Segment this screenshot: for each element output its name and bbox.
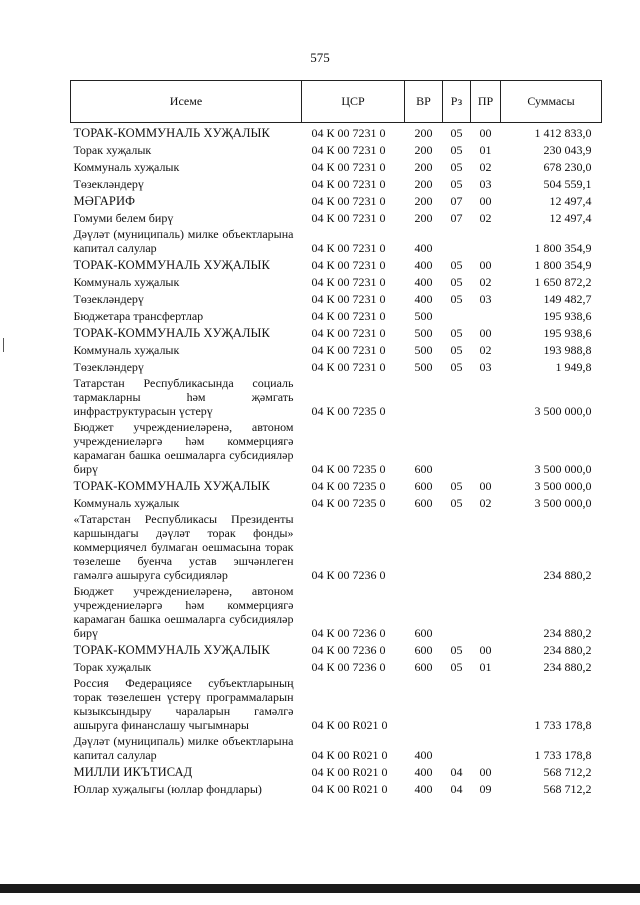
cell-name: МИЛЛИ ИКЪТИСАД [73, 765, 193, 779]
cell-vr: 400 [414, 765, 433, 779]
cell-name: Дәүләт (муниципаль) милке объектларына капитал салулар [73, 227, 294, 255]
cell-vr [405, 674, 443, 732]
cell-vr: 600 [414, 660, 433, 674]
cell-name: Төзекләндерү [73, 360, 144, 374]
cell-sum: 1 412 833,0 [534, 126, 592, 140]
cell-name: Дәүләт (муниципаль) милке объектларына капитал салулар [73, 734, 294, 762]
cell-csr: 04 К 00 7236 0 [311, 643, 386, 657]
cell-pr: 00 [479, 765, 492, 779]
cell-vr: 500 [414, 343, 433, 357]
cell-sum: 1 800 354,9 [534, 258, 592, 272]
cell-sum: 195 938,6 [543, 326, 592, 340]
cell-rz: 07 [450, 211, 463, 225]
cell-vr: 400 [414, 748, 433, 762]
cell-vr: 600 [414, 626, 433, 640]
cell-sum: 149 482,7 [543, 292, 592, 306]
cell-vr: 200 [414, 126, 433, 140]
cell-csr: 04 К 00 R021 0 [311, 748, 388, 762]
cell-name: Коммуналь хуҗалык [73, 496, 180, 510]
cell-name: Бюджетара трансфертлар [73, 309, 204, 323]
cell-sum: 3 500 000,0 [534, 496, 592, 510]
table-row [71, 418, 602, 476]
cell-csr: 04 К 00 7235 0 [311, 462, 386, 476]
cell-rz: 05 [450, 479, 463, 493]
cell-name: Юллар хуҗалыгы (юллар фондлары) [73, 782, 262, 796]
cell-sum: 234 880,2 [543, 568, 592, 582]
table-row [71, 123, 602, 141]
cell-rz: 05 [450, 660, 463, 674]
cell-vr [405, 374, 443, 418]
cell-csr: 04 К 00 7231 0 [311, 343, 386, 357]
cell-vr: 400 [414, 292, 433, 306]
cell-pr [471, 306, 501, 323]
cell-csr: 04 К 00 7236 0 [311, 626, 386, 640]
cell-sum: 12 497,4 [549, 194, 592, 208]
table-row [71, 779, 602, 796]
table-row [71, 640, 602, 657]
cell-name: МӘГАРИФ [73, 194, 136, 208]
cell-vr: 400 [414, 241, 433, 255]
cell-csr: 04 К 00 R021 0 [311, 782, 388, 796]
cell-csr: 04 К 00 7231 0 [311, 241, 386, 255]
cell-vr: 400 [414, 275, 433, 289]
cell-rz: 05 [450, 343, 463, 357]
header-rz: Рз [443, 81, 471, 123]
cell-name: Коммуналь хуҗалык [73, 343, 180, 357]
cell-name: ТОРАК-КОММУНАЛЬ ХУҖАЛЫК [73, 326, 270, 340]
cell-sum: 234 880,2 [543, 660, 592, 674]
cell-pr [471, 418, 501, 476]
table-row [71, 225, 602, 255]
cell-vr: 500 [414, 326, 433, 340]
cell-sum: 1 650 872,2 [534, 275, 592, 289]
cell-name: ТОРАК-КОММУНАЛЬ ХУҖАЛЫК [73, 479, 270, 493]
cell-pr: 01 [479, 660, 492, 674]
cell-sum: 1 949,8 [555, 360, 592, 374]
cell-rz: 05 [450, 177, 463, 191]
cell-vr: 200 [414, 160, 433, 174]
table-row [71, 174, 602, 191]
table-row [71, 340, 602, 357]
cell-csr: 04 К 00 7231 0 [311, 177, 386, 191]
cell-csr: 04 К 00 7235 0 [311, 496, 386, 510]
table-header [71, 81, 602, 123]
cell-rz: 05 [450, 275, 463, 289]
table-row [71, 732, 602, 762]
cell-sum: 193 988,8 [543, 343, 592, 357]
cell-sum: 504 559,1 [543, 177, 592, 191]
cell-pr: 01 [479, 143, 492, 157]
cell-vr: 200 [414, 177, 433, 191]
cell-name: Торак хуҗалык [73, 143, 152, 157]
cell-pr: 02 [479, 160, 492, 174]
cell-csr: 04 К 00 7231 0 [311, 326, 386, 340]
cell-pr: 00 [479, 643, 492, 657]
cell-name: Гомуми белем бирү [73, 211, 174, 225]
table-row [71, 289, 602, 306]
cell-name: ТОРАК-КОММУНАЛЬ ХУҖАЛЫК [73, 126, 270, 140]
table-row [71, 657, 602, 674]
header-csr: ЦСР [302, 81, 405, 123]
cell-vr: 500 [414, 309, 433, 323]
cell-pr [471, 374, 501, 418]
cell-pr [471, 582, 501, 640]
cell-sum: 234 880,2 [543, 626, 592, 640]
cell-name: Коммуналь хуҗалык [73, 160, 180, 174]
cell-sum: 568 712,2 [543, 765, 592, 779]
cell-name: Төзекләндерү [73, 177, 144, 191]
cell-csr: 04 К 00 R021 0 [311, 765, 388, 779]
cell-pr: 00 [479, 326, 492, 340]
cell-vr: 600 [414, 462, 433, 476]
cell-vr: 200 [414, 143, 433, 157]
cell-rz: 05 [450, 126, 463, 140]
cell-name: Коммуналь хуҗалык [73, 275, 180, 289]
cell-rz: 05 [450, 258, 463, 272]
cell-vr: 400 [414, 258, 433, 272]
cell-csr: 04 К 00 7231 0 [311, 211, 386, 225]
cell-vr [405, 510, 443, 582]
cell-sum: 1 733 178,8 [534, 718, 592, 732]
scan-bottom-edge [0, 884, 640, 893]
cell-pr: 00 [479, 479, 492, 493]
cell-csr: 04 К 00 7236 0 [311, 568, 386, 582]
cell-rz [443, 306, 471, 323]
table-row [71, 674, 602, 732]
cell-sum: 568 712,2 [543, 782, 592, 796]
cell-pr [471, 674, 501, 732]
cell-csr: 04 К 00 7231 0 [311, 292, 386, 306]
cell-csr: 04 К 00 7231 0 [311, 360, 386, 374]
cell-pr [471, 225, 501, 255]
cell-pr: 00 [479, 258, 492, 272]
table-row [71, 357, 602, 374]
cell-csr: 04 К 00 7231 0 [311, 143, 386, 157]
table-row [71, 582, 602, 640]
header-vr: ВР [405, 81, 443, 123]
cell-pr: 03 [479, 292, 492, 306]
cell-pr [471, 510, 501, 582]
cell-pr: 00 [479, 194, 492, 208]
cell-csr: 04 К 00 7231 0 [311, 160, 386, 174]
cell-sum: 1 733 178,8 [534, 748, 592, 762]
table-row [71, 255, 602, 272]
cell-sum: 678 230,0 [543, 160, 592, 174]
cell-vr: 600 [414, 643, 433, 657]
cell-pr: 02 [479, 496, 492, 510]
cell-vr: 600 [414, 479, 433, 493]
table-row [71, 272, 602, 289]
cell-rz: 07 [450, 194, 463, 208]
cell-rz [443, 510, 471, 582]
cell-csr: 04 К 00 R021 0 [311, 718, 388, 732]
cell-sum: 3 500 000,0 [534, 404, 592, 418]
cell-pr: 02 [479, 343, 492, 357]
cell-rz: 05 [450, 360, 463, 374]
cell-sum: 1 800 354,9 [534, 241, 592, 255]
cell-csr: 04 К 00 7231 0 [311, 194, 386, 208]
table-row [71, 306, 602, 323]
cell-name: «Татарстан Республикасы Президенты каршындагы дәүләт торак фонды» коммерциячел булмаган оешмасына торак төзелеше буенча устав эшчәнлеген гамәлгә ашыруга субсидияләр [73, 512, 294, 582]
cell-csr: 04 К 00 7235 0 [311, 479, 386, 493]
cell-rz: 05 [450, 160, 463, 174]
cell-sum: 230 043,9 [543, 143, 592, 157]
cell-rz [443, 732, 471, 762]
cell-sum: 12 497,4 [549, 211, 592, 225]
cell-name: Бюджет учреждениеләренә, автоном учреждениеләргә һәм коммерциягә карамаган башка оешмаларга субсидияләр бирү [73, 584, 294, 640]
header-sum: Суммасы [501, 81, 602, 123]
cell-sum: 3 500 000,0 [534, 479, 592, 493]
cell-name: ТОРАК-КОММУНАЛЬ ХУҖАЛЫК [73, 643, 270, 657]
table-body [71, 123, 602, 797]
cell-rz [443, 225, 471, 255]
header-pr: ПР [471, 81, 501, 123]
cell-name: ТОРАК-КОММУНАЛЬ ХУҖАЛЫК [73, 258, 270, 272]
cell-pr: 09 [479, 782, 492, 796]
cell-rz: 05 [450, 143, 463, 157]
cell-pr: 02 [479, 211, 492, 225]
table-row [71, 510, 602, 582]
cell-name: Торак хуҗалык [73, 660, 152, 674]
cell-pr: 03 [479, 177, 492, 191]
cell-rz [443, 374, 471, 418]
scan-margin-mark [3, 338, 4, 352]
cell-name: Татарстан Республикасында социаль тармакларны һәм җәмгать инфраструктурасын үстерү [73, 376, 294, 418]
budget-table [70, 80, 602, 796]
cell-name: Төзекләндерү [73, 292, 144, 306]
table-row [71, 476, 602, 493]
cell-vr: 200 [414, 211, 433, 225]
cell-rz: 05 [450, 496, 463, 510]
cell-pr: 00 [479, 126, 492, 140]
cell-csr: 04 К 00 7231 0 [311, 258, 386, 272]
cell-vr: 200 [414, 194, 433, 208]
cell-sum: 195 938,6 [543, 309, 592, 323]
cell-rz: 05 [450, 292, 463, 306]
cell-rz [443, 418, 471, 476]
header-name: Исеме [71, 81, 302, 123]
cell-vr: 500 [414, 360, 433, 374]
table-row [71, 208, 602, 225]
cell-rz [443, 582, 471, 640]
table-row [71, 323, 602, 340]
cell-rz: 04 [450, 765, 463, 779]
cell-csr: 04 К 00 7236 0 [311, 660, 386, 674]
cell-pr [471, 732, 501, 762]
table-row [71, 493, 602, 510]
cell-csr: 04 К 00 7235 0 [311, 404, 386, 418]
cell-rz: 04 [450, 782, 463, 796]
table-row [71, 762, 602, 779]
cell-sum: 3 500 000,0 [534, 462, 592, 476]
cell-rz: 05 [450, 643, 463, 657]
cell-rz: 05 [450, 326, 463, 340]
cell-rz [443, 674, 471, 732]
cell-vr: 400 [414, 782, 433, 796]
cell-name: Россия Федерациясе субъектларының торак төзелешен үстерү программаларын кызыксындыру чараларын гамәлгә ашыруга финанслашу чыгымнары [73, 676, 294, 732]
cell-name: Бюджет учреждениеләренә, автоном учреждениеләргә һәм коммерциягә карамаган башка оешмаларга субсидияләр бирү [73, 420, 294, 476]
table-row [71, 191, 602, 208]
cell-pr: 02 [479, 275, 492, 289]
table-row [71, 157, 602, 174]
cell-csr: 04 К 00 7231 0 [311, 309, 386, 323]
table-row [71, 374, 602, 418]
page-number: 575 [310, 50, 330, 65]
table-row [71, 140, 602, 157]
cell-pr: 03 [479, 360, 492, 374]
cell-csr: 04 К 00 7231 0 [311, 275, 386, 289]
cell-sum: 234 880,2 [543, 643, 592, 657]
cell-vr: 600 [414, 496, 433, 510]
cell-csr: 04 К 00 7231 0 [311, 126, 386, 140]
